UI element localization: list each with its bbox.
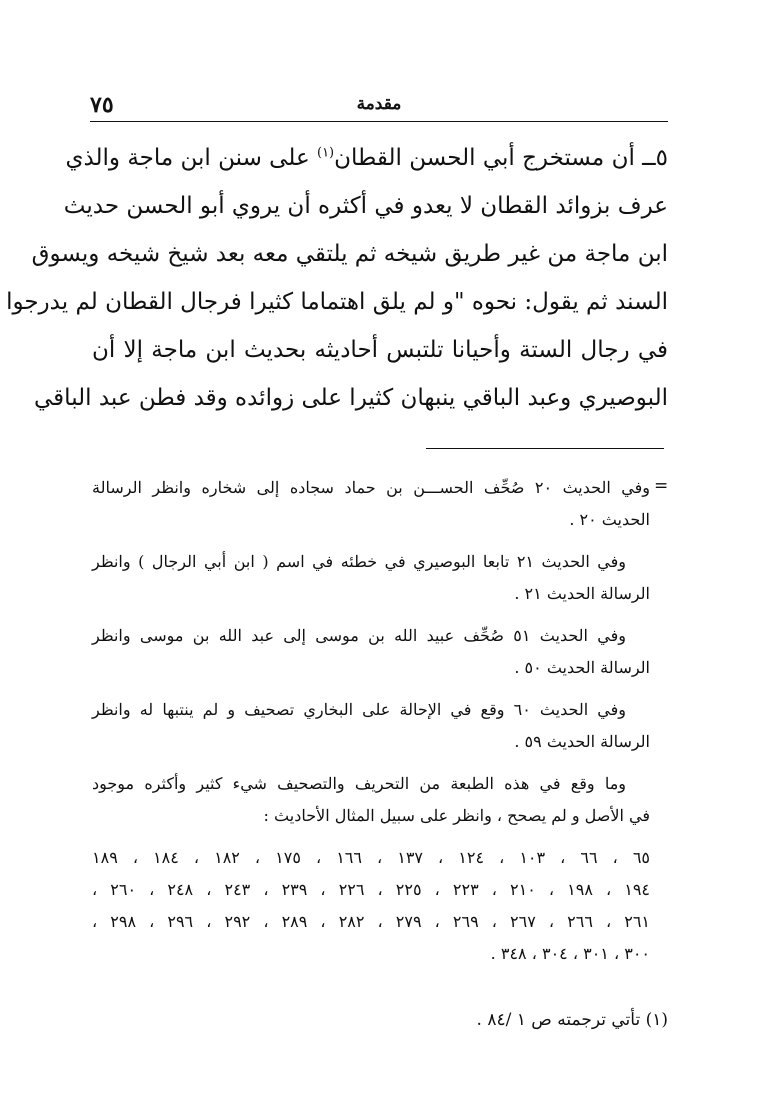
footnote-paragraph (92, 694, 650, 758)
footnote-1: (١) تأتي ترجمته ص ١ /٨٤ . (476, 1010, 668, 1030)
footnote-line: في الأصل و لم يصحح ، وانظر على سبيل المثال الأحاديث : (263, 806, 650, 825)
footnote-paragraph (92, 620, 650, 684)
footnotes (92, 472, 650, 970)
body-line (65, 134, 668, 182)
body-line: ابن ماجة من غير طريق شيخه ثم يلتقي معه بعد شيخ شيخه ويسوق (31, 241, 668, 267)
body-line: البوصيري وعبد الباقي ينبهان كثيرا على زوائده وقد فطن عبد الباقي (34, 385, 668, 411)
body-line: في رجال الستة وأحيانا تلتبس أحاديثه بحديث ابن ماجة إلا أن (92, 337, 668, 363)
footnote-line: وفي الحديث ٢١ تابعا البوصيري في خطئه في اسم ( ابن أبي الرجال ) وانظر (92, 552, 627, 571)
footnote-paragraph (92, 768, 650, 832)
header-rule (90, 121, 668, 122)
body-line: عرف بزوائد القطان لا يعدو في أكثره أن يروي أبو الحسن حديث (63, 193, 668, 219)
footnote-line: الحديث ٢٠ . (569, 510, 650, 529)
hadith-number-list (92, 842, 650, 970)
body-line: السند ثم يقول: نحوه "و لم يلق اهتماما كثيرا فرجال القطان لم يدرجوا (6, 289, 668, 315)
continuation-mark: = (654, 476, 669, 496)
page-header (90, 92, 668, 120)
hadith-number-line: ٣٠٠ ، ٣٠١ ، ٣٠٤ ، ٣٤٨ . (490, 944, 650, 963)
footnote-line: الرسالة الحديث ٥٩ . (514, 732, 650, 751)
body-line-text: ٥ــ أن مستخرج أبي الحسن القطان (334, 145, 668, 171)
page-number: ٧٥ (90, 92, 114, 118)
footnote-paragraph (92, 546, 650, 610)
footnote-paragraph (92, 472, 650, 536)
footnote-line: الرسالة الحديث ٢١ . (514, 584, 650, 603)
running-title: مقدمة (356, 94, 402, 114)
hadith-number-line: ٢٦١ ، ٢٦٦ ، ٢٦٧ ، ٢٦٩ ، ٢٧٩ ، ٢٨٢ ، ٢٨٩ ، ٢٩٢ ، ٢٩٦ ، ٢٩٨ ، (92, 912, 651, 931)
main-text (6, 134, 668, 422)
footnote-rule (426, 448, 664, 449)
footnote-reference: (١) (316, 145, 335, 161)
footnote-line: الرسالة الحديث ٥٠ . (514, 658, 650, 677)
footnote-line: وفي الحديث ٦٠ وقع في الإحالة على البخاري تصحيف و لم ينتبها له وانظر (92, 700, 626, 719)
hadith-number-line: ١٩٤ ، ١٩٨ ، ٢١٠ ، ٢٢٣ ، ٢٢٥ ، ٢٢٦ ، ٢٣٩ ، ٢٤٣ ، ٢٤٨ ، ٢٦٠ ، (92, 880, 651, 899)
body-line-text: على سنن ابن ماجة والذي (65, 145, 317, 171)
footnote-line: وفي الحديث ٥١ صُحِّف عبيد الله بن موسى إلى عبد الله بن موسى وانظر (92, 626, 627, 645)
footnote-line: وما وقع في هذه الطبعة من التحريف والتصحيف شيء كثير وأكثره موجود (92, 774, 626, 793)
footnote-line: وفي الحديث ٢٠ صُحِّف الحســـن بن حماد سجاده إلى شخاره وانظر الرسالة (92, 478, 651, 497)
hadith-number-line: ٦٥ ، ٦٦ ، ١٠٣ ، ١٢٤ ، ١٣٧ ، ١٦٦ ، ١٧٥ ، ١٨٢ ، ١٨٤ ، ١٨٩ (92, 848, 651, 867)
